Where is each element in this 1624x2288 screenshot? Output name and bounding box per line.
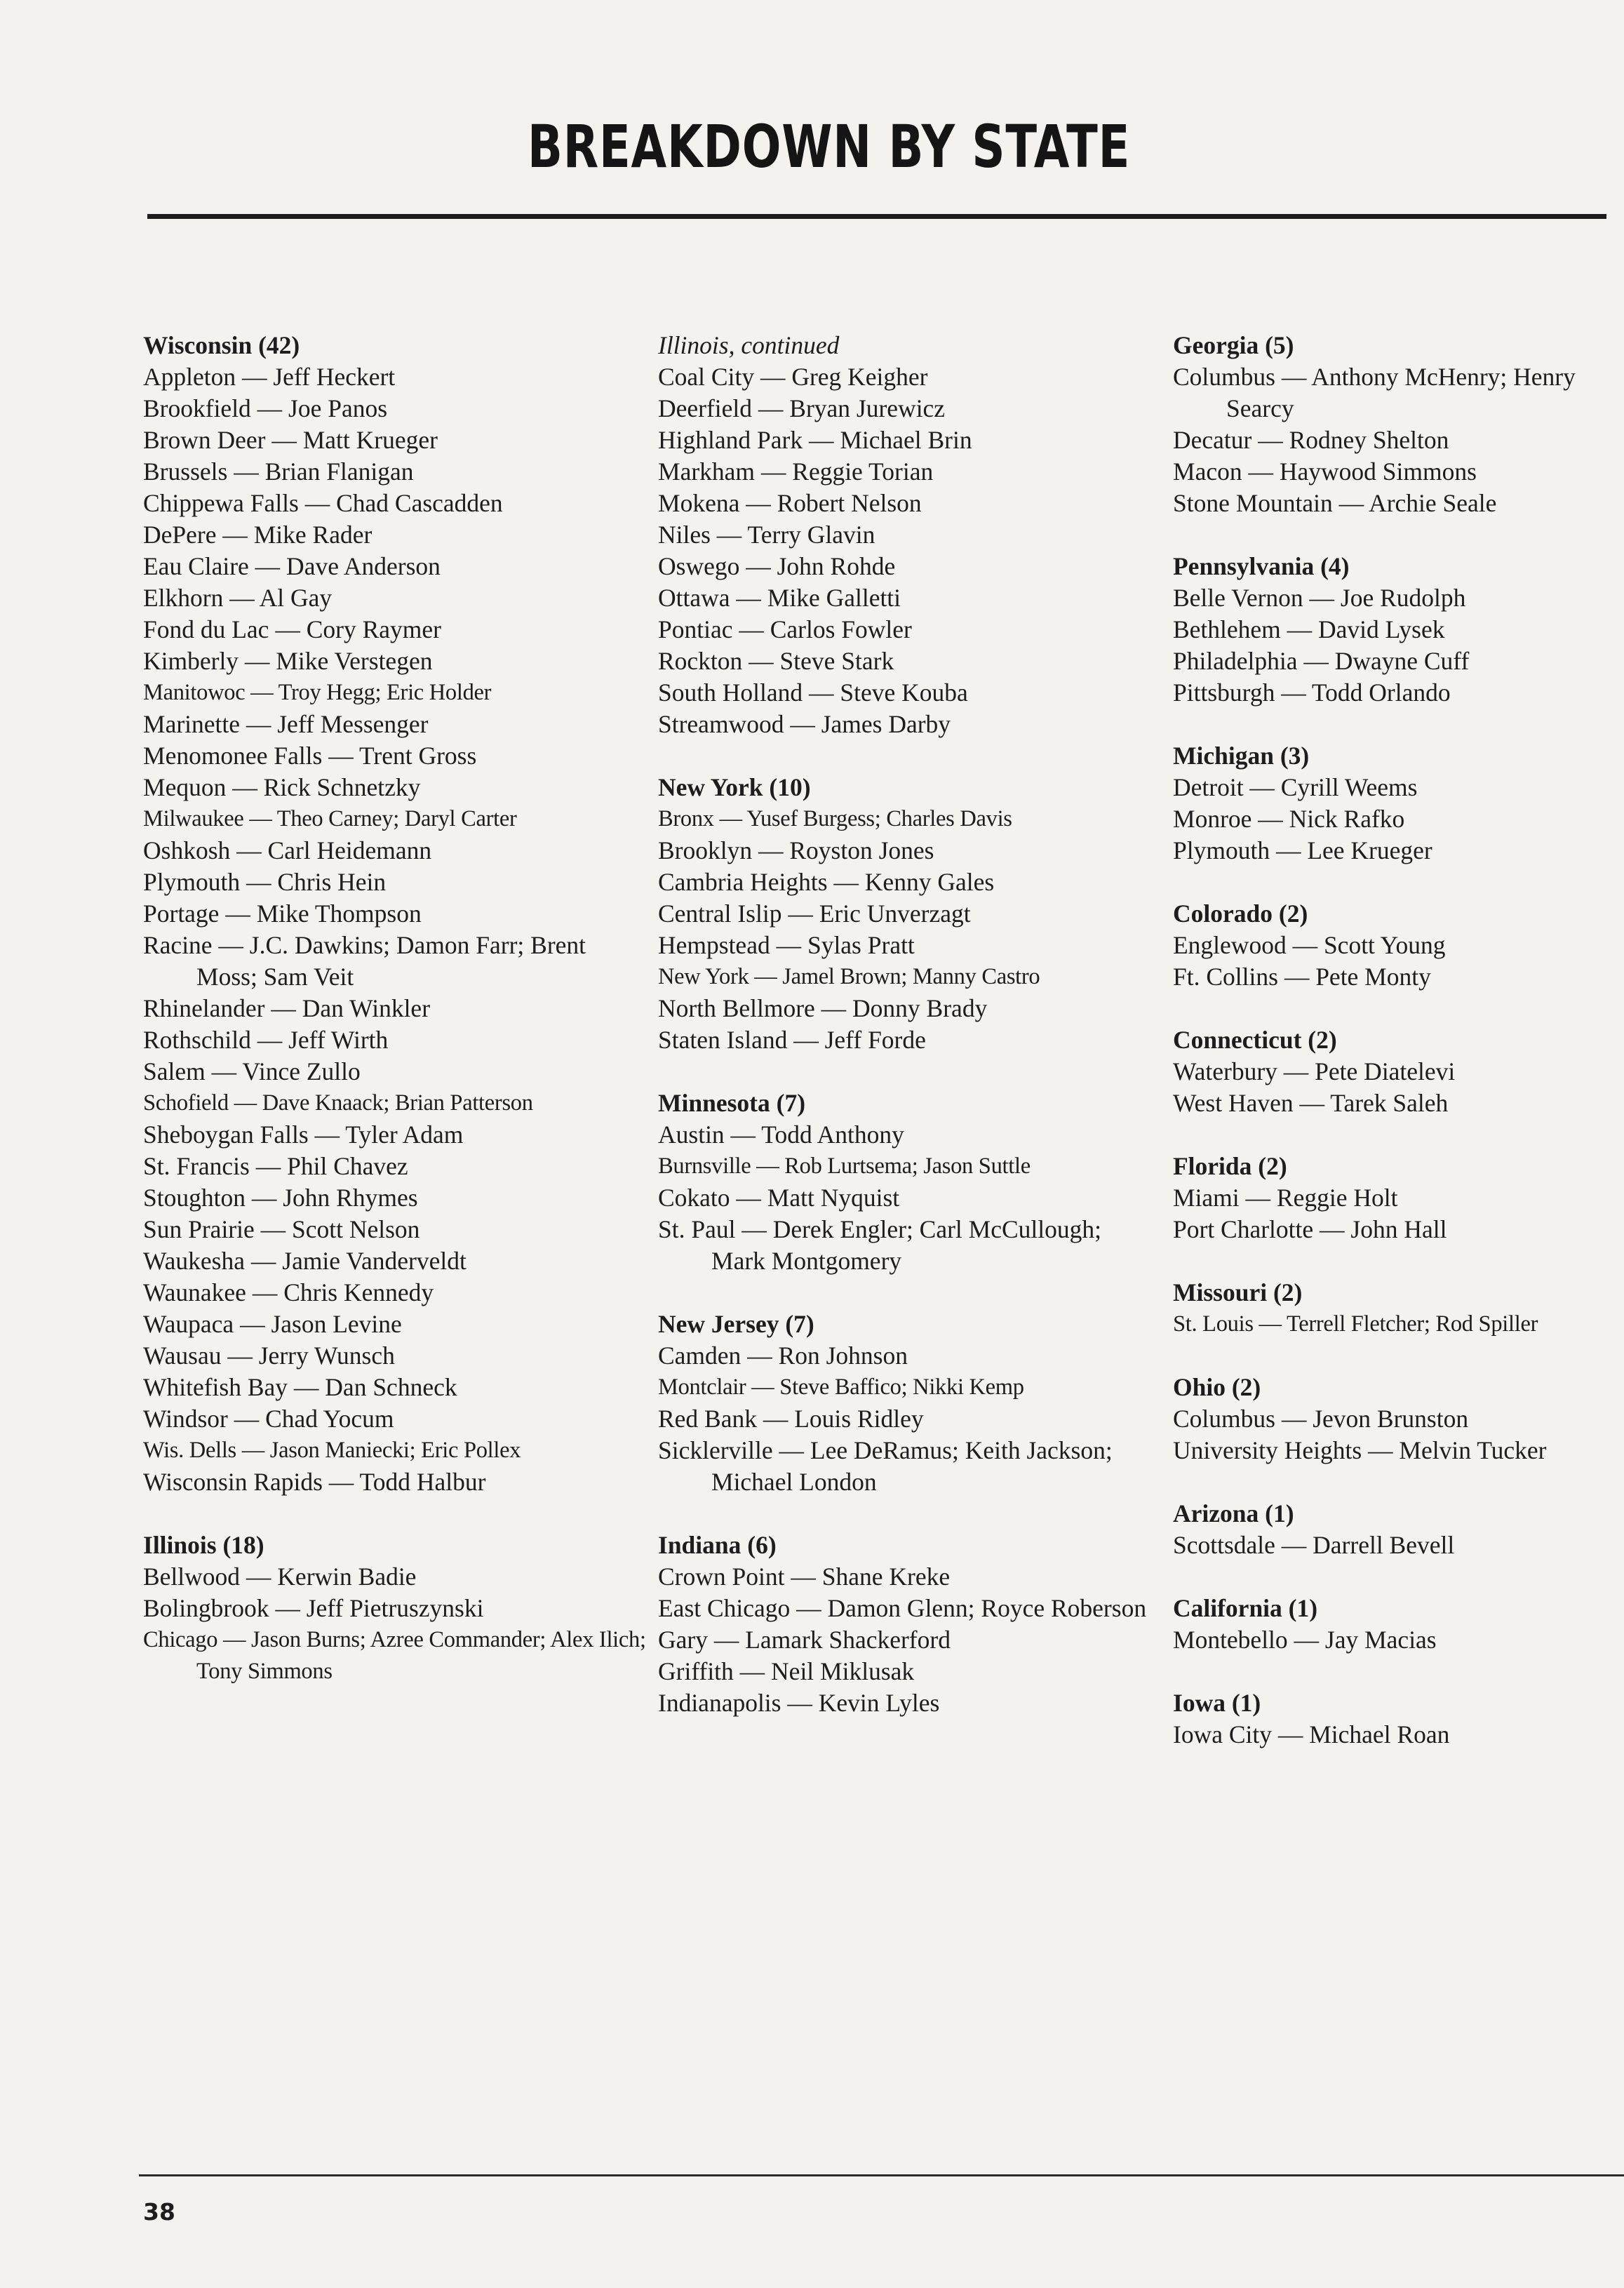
city-entry: Central Islip — Eric Unverzagt xyxy=(658,899,971,928)
city-entry: Ottawa — Mike Galletti xyxy=(658,584,901,612)
city-entry: St. Paul — Derek Engler; Carl McCullough; Mark Montgomery xyxy=(658,1215,1102,1275)
city-entry: Oswego — John Rohde xyxy=(658,552,896,580)
state-heading: Arizona (1) xyxy=(1173,1499,1294,1527)
city-entry: Cokato — Matt Nyquist xyxy=(658,1184,900,1212)
state-group xyxy=(1173,1687,1624,1751)
city-entry: Manitowoc — Troy Hegg; Eric Holder xyxy=(143,680,492,705)
city-entry: Chippewa Falls — Chad Cascadden xyxy=(143,489,503,517)
state-group xyxy=(1173,1024,1624,1119)
city-entry: Waukesha — Jamie Vanderveldt xyxy=(143,1247,467,1275)
city-entry: Windsor — Chad Yocum xyxy=(143,1405,394,1433)
city-entry: Mokena — Robert Nelson xyxy=(658,489,922,517)
state-heading: California (1) xyxy=(1173,1594,1318,1622)
city-entry: Appleton — Jeff Heckert xyxy=(143,363,396,391)
state-heading: Wisconsin (42) xyxy=(143,331,300,359)
state-group xyxy=(1173,1593,1624,1656)
city-entry: Salem — Vince Zullo xyxy=(143,1057,361,1085)
city-entry: Menomonee Falls — Trent Gross xyxy=(143,742,477,770)
state-group xyxy=(1173,551,1624,709)
city-entry: Streamwood — James Darby xyxy=(658,710,951,738)
city-entry: Plymouth — Chris Hein xyxy=(143,868,387,896)
state-heading: Missouri (2) xyxy=(1173,1278,1303,1306)
top-divider xyxy=(147,214,1606,219)
city-entry: Fond du Lac — Cory Raymer xyxy=(143,615,441,643)
city-entry: East Chicago — Damon Glenn; Royce Roberson xyxy=(658,1594,1147,1622)
state-group xyxy=(658,772,1160,1056)
state-group xyxy=(658,330,1160,740)
state-group xyxy=(1173,1372,1624,1466)
city-entry: Pittsburgh — Todd Orlando xyxy=(1173,678,1451,707)
city-entry: St. Francis — Phil Chavez xyxy=(143,1152,408,1180)
city-entry: Schofield — Dave Knaack; Brian Patterson xyxy=(143,1090,533,1116)
page-number: 38 xyxy=(143,2198,175,2226)
state-heading: Georgia (5) xyxy=(1173,331,1294,359)
city-entry: Staten Island — Jeff Forde xyxy=(658,1026,926,1054)
city-entry: Brussels — Brian Flanigan xyxy=(143,457,414,486)
city-entry: North Bellmore — Donny Brady xyxy=(658,994,988,1022)
state-group xyxy=(1173,1498,1624,1561)
city-entry: Detroit — Cyrill Weems xyxy=(1173,773,1418,801)
city-entry: Highland Park — Michael Brin xyxy=(658,426,972,454)
state-heading: Illinois (18) xyxy=(143,1531,264,1559)
state-group xyxy=(1173,898,1624,993)
state-heading: Iowa (1) xyxy=(1173,1689,1261,1717)
city-entry: Philadelphia — Dwayne Cuff xyxy=(1173,647,1470,675)
city-entry: Marinette — Jeff Messenger xyxy=(143,710,429,738)
city-entry: St. Louis — Terrell Fletcher; Rod Spiller xyxy=(1173,1311,1538,1337)
state-heading: Ohio (2) xyxy=(1173,1373,1261,1401)
city-entry: Eau Claire — Dave Anderson xyxy=(143,552,441,580)
city-entry: New York — Jamel Brown; Manny Castro xyxy=(658,964,1040,989)
city-entry: Rockton — Steve Stark xyxy=(658,647,894,675)
city-entry: Chicago — Jason Burns; Azree Commander; Alex Ilich; Tony Simmons xyxy=(143,1627,646,1684)
city-entry: Markham — Reggie Torian xyxy=(658,457,934,486)
city-entry: Austin — Todd Anthony xyxy=(658,1120,904,1149)
city-entry: Sun Prairie — Scott Nelson xyxy=(143,1215,420,1243)
state-group xyxy=(1173,1151,1624,1245)
city-entry: Pontiac — Carlos Fowler xyxy=(658,615,912,643)
city-entry: Wausau — Jerry Wunsch xyxy=(143,1342,395,1370)
city-entry: Waupaca — Jason Levine xyxy=(143,1310,402,1338)
state-group xyxy=(1173,1277,1624,1340)
state-group xyxy=(1173,740,1624,867)
city-entry: Camden — Ron Johnson xyxy=(658,1342,908,1370)
city-entry: Stone Mountain — Archie Seale xyxy=(1173,489,1497,517)
state-group xyxy=(1173,330,1624,519)
state-heading: Florida (2) xyxy=(1173,1152,1287,1180)
bottom-divider xyxy=(139,2174,1624,2176)
city-entry: Decatur — Rodney Shelton xyxy=(1173,426,1449,454)
city-entry: Bolingbrook — Jeff Pietruszynski xyxy=(143,1594,484,1622)
state-heading: Michigan (3) xyxy=(1173,742,1310,770)
state-heading: Connecticut (2) xyxy=(1173,1026,1337,1054)
city-entry: Scottsdale — Darrell Bevell xyxy=(1173,1531,1455,1559)
city-entry: Indianapolis — Kevin Lyles xyxy=(658,1689,940,1717)
city-entry: Kimberly — Mike Verstegen xyxy=(143,647,433,675)
state-heading: New Jersey (7) xyxy=(658,1310,814,1338)
city-entry: Waterbury — Pete Diatelevi xyxy=(1173,1057,1456,1085)
city-entry: University Heights — Melvin Tucker xyxy=(1173,1436,1547,1464)
city-entry: Brooklyn — Royston Jones xyxy=(658,836,934,864)
city-entry: Macon — Haywood Simmons xyxy=(1173,457,1477,486)
city-entry: Montclair — Steve Baffico; Nikki Kemp xyxy=(658,1374,1024,1400)
city-entry: Columbus — Anthony McHenry; Henry Searcy xyxy=(1173,363,1576,422)
city-entry: Iowa City — Michael Roan xyxy=(1173,1720,1450,1748)
city-entry: Whitefish Bay — Dan Schneck xyxy=(143,1373,457,1401)
state-heading: New York (10) xyxy=(658,773,811,801)
city-entry: Cambria Heights — Kenny Gales xyxy=(658,868,995,896)
city-entry: Belle Vernon — Joe Rudolph xyxy=(1173,584,1466,612)
city-entry: Racine — J.C. Dawkins; Damon Farr; Brent Moss; Sam Veit xyxy=(143,931,586,991)
city-entry: Sicklerville — Lee DeRamus; Keith Jackson; Michael London xyxy=(658,1436,1113,1496)
city-entry: Bethlehem — David Lysek xyxy=(1173,615,1445,643)
city-entry: Gary — Lamark Shackerford xyxy=(658,1626,951,1654)
city-entry: Stoughton — John Rhymes xyxy=(143,1184,418,1212)
city-entry: Mequon — Rick Schnetzky xyxy=(143,773,421,801)
city-entry: Monroe — Nick Rafko xyxy=(1173,805,1405,833)
city-entry: Rhinelander — Dan Winkler xyxy=(143,994,431,1022)
city-entry: Burnsville — Rob Lurtsema; Jason Suttle xyxy=(658,1153,1031,1179)
city-entry: Wis. Dells — Jason Maniecki; Eric Pollex xyxy=(143,1438,521,1463)
city-entry: Bellwood — Kerwin Badie xyxy=(143,1563,417,1591)
city-entry: Bronx — Yusef Burgess; Charles Davis xyxy=(658,806,1012,831)
state-heading: Illinois, continued xyxy=(658,331,840,359)
state-group xyxy=(143,330,673,1498)
city-entry: Deerfield — Bryan Jurewicz xyxy=(658,394,946,422)
city-entry: Milwaukee — Theo Carney; Daryl Carter xyxy=(143,806,517,831)
city-entry: Elkhorn — Al Gay xyxy=(143,584,333,612)
city-entry: Columbus — Jevon Brunston xyxy=(1173,1405,1469,1433)
city-entry: Rothschild — Jeff Wirth xyxy=(143,1026,389,1054)
city-entry: Niles — Terry Glavin xyxy=(658,521,875,549)
city-entry: Crown Point — Shane Kreke xyxy=(658,1563,951,1591)
city-entry: Plymouth — Lee Krueger xyxy=(1173,836,1432,864)
state-group xyxy=(658,1309,1160,1498)
city-entry: Coal City — Greg Keigher xyxy=(658,363,928,391)
city-entry: Brookfield — Joe Panos xyxy=(143,394,388,422)
state-group xyxy=(658,1088,1160,1277)
city-entry: Sheboygan Falls — Tyler Adam xyxy=(143,1120,464,1149)
column-2 xyxy=(658,330,1160,1751)
city-entry: Englewood — Scott Young xyxy=(1173,931,1446,959)
city-entry: Miami — Reggie Holt xyxy=(1173,1184,1398,1212)
city-entry: Ft. Collins — Pete Monty xyxy=(1173,963,1431,991)
city-entry: Oshkosh — Carl Heidemann xyxy=(143,836,432,864)
column-3 xyxy=(1173,330,1624,1782)
state-group xyxy=(658,1530,1160,1719)
city-entry: South Holland — Steve Kouba xyxy=(658,678,968,707)
city-entry: Port Charlotte — John Hall xyxy=(1173,1215,1447,1243)
city-entry: Montebello — Jay Macias xyxy=(1173,1626,1437,1654)
city-entry: DePere — Mike Rader xyxy=(143,521,373,549)
city-entry: Griffith — Neil Miklusak xyxy=(658,1657,915,1685)
city-entry: Red Bank — Louis Ridley xyxy=(658,1405,924,1433)
city-entry: Hempstead — Sylas Pratt xyxy=(658,931,915,959)
page-title: BREAKDOWN BY STATE xyxy=(528,112,1131,181)
state-group xyxy=(143,1530,673,1687)
column-1 xyxy=(143,330,673,1719)
state-heading: Pennsylvania (4) xyxy=(1173,552,1350,580)
city-entry: Brown Deer — Matt Krueger xyxy=(143,426,438,454)
city-entry: Waunakee — Chris Kennedy xyxy=(143,1278,434,1306)
state-heading: Minnesota (7) xyxy=(658,1089,806,1117)
state-heading: Colorado (2) xyxy=(1173,899,1308,928)
city-entry: Wisconsin Rapids — Todd Halbur xyxy=(143,1468,486,1496)
city-entry: West Haven — Tarek Saleh xyxy=(1173,1089,1449,1117)
city-entry: Portage — Mike Thompson xyxy=(143,899,422,928)
state-heading: Indiana (6) xyxy=(658,1531,777,1559)
